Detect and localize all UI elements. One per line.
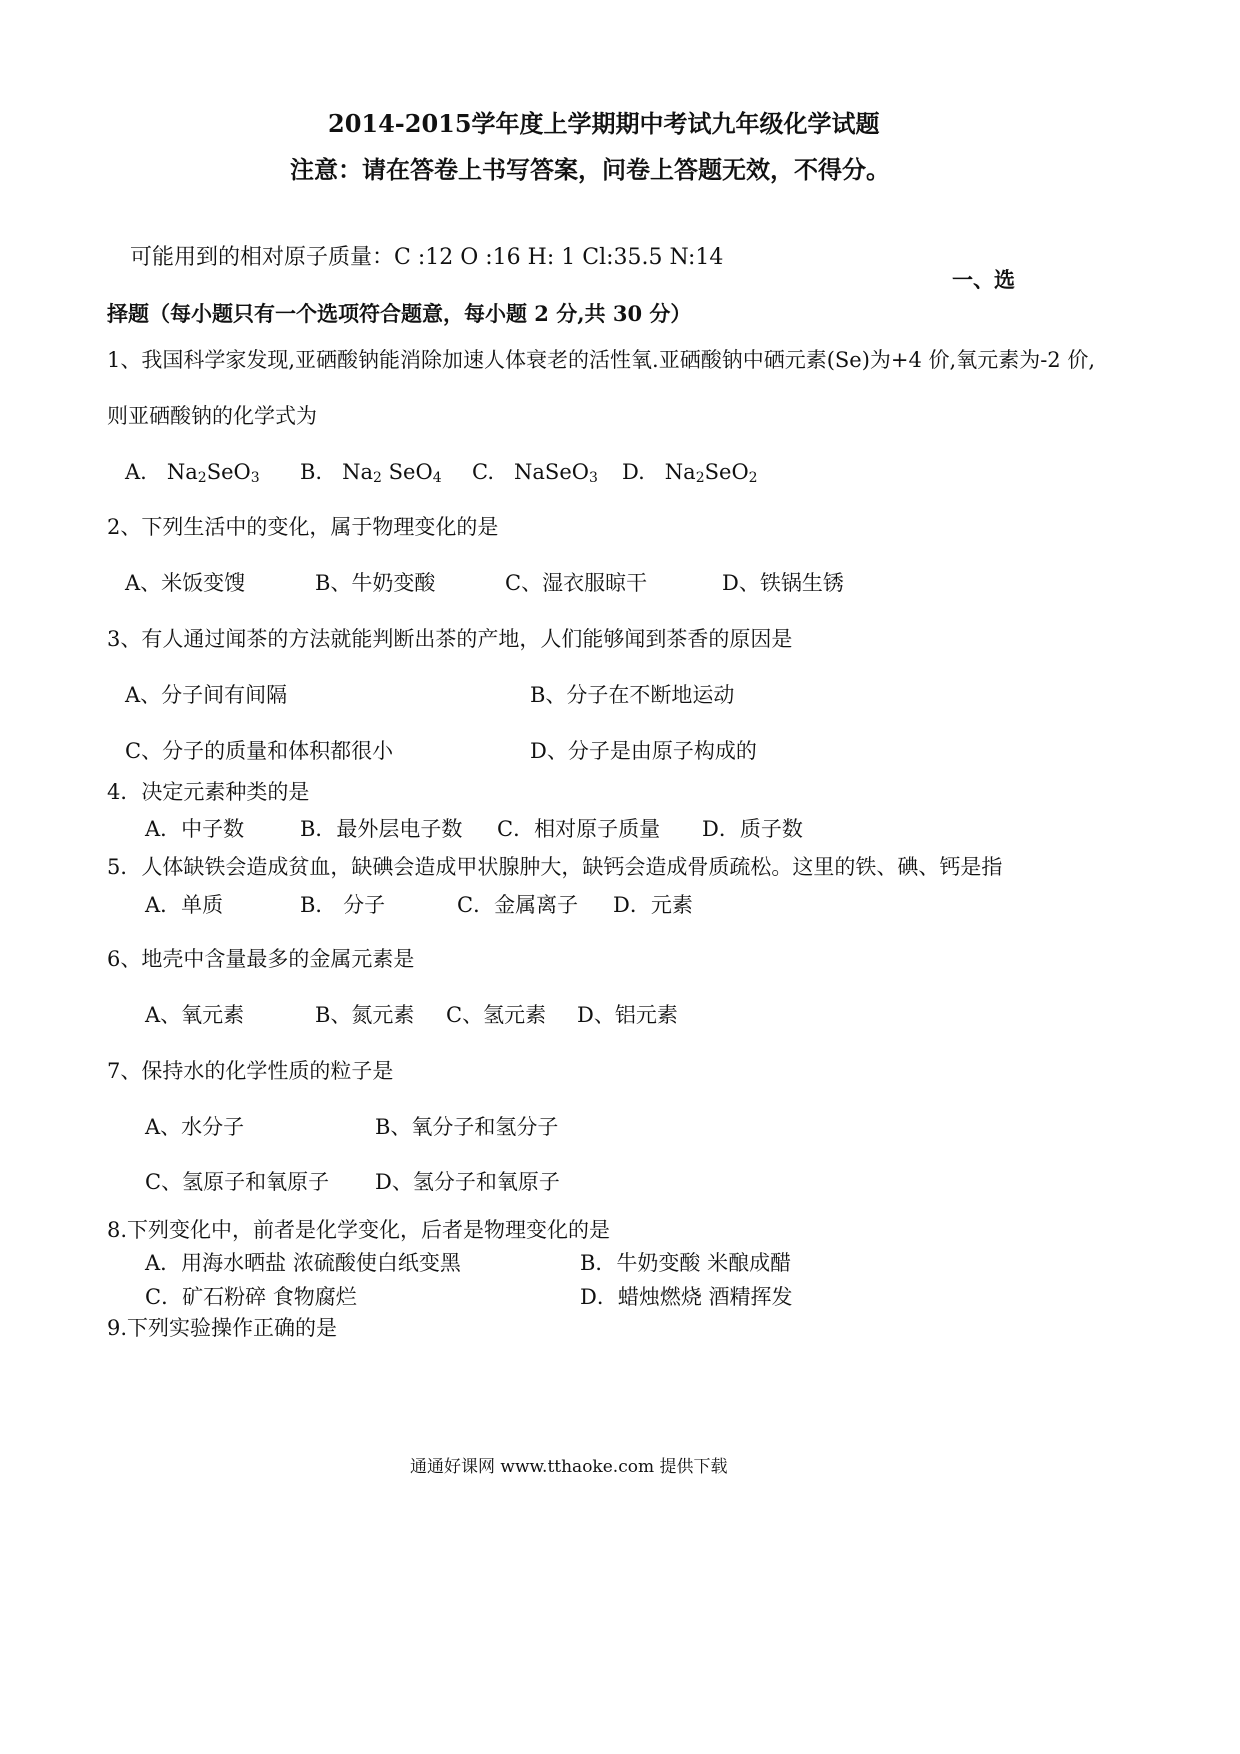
- page-title: 2014-2015学年度上学期期中考试九年级化学试题: [328, 109, 880, 138]
- question-1-stem: 1、我国科学家发现,亚硒酸钠能消除加速人体衰老的活性氧.亚硒酸钠中硒元素(Se)为+4 价,氧元素为-2 价,: [107, 348, 1096, 372]
- question-4-stem: 4．决定元素种类的是: [107, 780, 310, 804]
- question-3-option-a: A、分子间有间隔: [125, 683, 288, 707]
- question-2-stem: 2、下列生活中的变化，属于物理变化的是: [107, 515, 499, 539]
- question-8-stem: 8.下列变化中，前者是化学变化，后者是物理变化的是: [107, 1218, 611, 1242]
- question-6-option-a: A、氧元素: [145, 1003, 245, 1027]
- question-2-option-a: A、米饭变馊: [125, 571, 246, 595]
- question-3-option-d: D、分子是由原子构成的: [530, 739, 757, 763]
- question-1-option-c: C. NaSeO$_3$: [472, 460, 598, 486]
- question-7-option-b: B、氧分子和氢分子: [375, 1115, 559, 1139]
- question-8-option-c: C．矿石粉碎 食物腐烂: [145, 1285, 357, 1309]
- question-7-option-a: A、水分子: [145, 1115, 245, 1139]
- section-heading: 择题（每小题只有一个选项符合题意，每小题 2 分,共 30 分）: [107, 301, 692, 326]
- question-2-option-d: D、铁锅生锈: [722, 571, 844, 595]
- footer-source: 通通好课网 www.tthaoke.com 提供下载: [410, 1457, 728, 1477]
- question-7-stem: 7、保持水的化学性质的粒子是: [107, 1059, 394, 1083]
- question-6-option-b: B、氮元素: [315, 1003, 415, 1027]
- question-3-stem: 3、有人通过闻茶的方法就能判断出茶的产地，人们能够闻到茶香的原因是: [107, 627, 793, 651]
- question-2-option-b: B、牛奶变酸: [315, 571, 436, 595]
- question-3-option-c: C、分子的质量和体积都很小: [125, 739, 394, 763]
- question-4-option-a: A．中子数: [145, 817, 245, 841]
- atomic-masses: 可能用到的相对原子质量：C :12 O :16 H: 1 Cl:35.5 N:14: [130, 245, 724, 270]
- section-heading-start: 一、选: [952, 267, 1015, 292]
- question-1-option-a: A. $Na_2SeO_3$: [125, 460, 260, 486]
- question-8-option-d: D．蜡烛燃烧 酒精挥发: [580, 1285, 793, 1309]
- question-8-option-a: A．用海水晒盐 浓硫酸使白纸变黑: [145, 1251, 461, 1275]
- question-7-option-c: C、氢原子和氧原子: [145, 1170, 330, 1194]
- question-1-option-b: B. $Na_2$ SeO$_4$: [300, 460, 442, 486]
- question-5-stem: 5．人体缺铁会造成贫血，缺碘会造成甲状腺肿大，缺钙会造成骨质疏松。这里的铁、碘、钙是指: [107, 855, 1003, 879]
- question-5-option-a: A．单质: [145, 893, 224, 917]
- question-4-option-b: B．最外层电子数: [300, 817, 463, 841]
- question-2-option-c: C、湿衣服晾干: [505, 571, 648, 595]
- question-6-option-c: C、氢元素: [446, 1003, 547, 1027]
- question-4-option-d: D．质子数: [702, 817, 803, 841]
- question-3-option-b: B、分子在不断地运动: [530, 683, 735, 707]
- question-1-stem-cont: 则亚硒酸钠的化学式为: [107, 404, 317, 428]
- question-5-option-d: D．元素: [613, 893, 693, 917]
- question-8-option-b: B．牛奶变酸 米酿成醋: [580, 1251, 792, 1275]
- question-7-option-d: D、氢分子和氧原子: [375, 1170, 560, 1194]
- question-4-option-c: C．相对原子质量: [497, 817, 661, 841]
- question-6-option-d: D、铝元素: [577, 1003, 678, 1027]
- exam-notice: 注意：请在答卷上书写答案，问卷上答题无效，不得分。: [290, 155, 890, 184]
- question-1-option-d: D. $Na_2SeO_2$: [622, 460, 758, 486]
- question-5-option-b: B． 分子: [300, 893, 386, 917]
- question-6-stem: 6、地壳中含量最多的金属元素是: [107, 947, 415, 971]
- question-9-stem: 9.下列实验操作正确的是: [107, 1316, 338, 1340]
- question-5-option-c: C．金属离子: [457, 893, 579, 917]
